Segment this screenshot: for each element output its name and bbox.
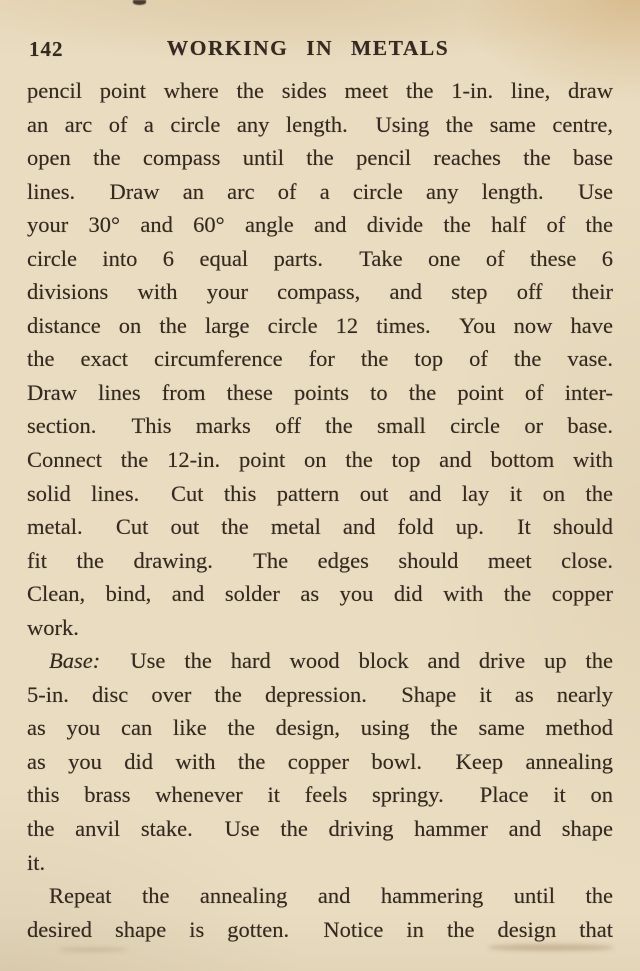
text-line: as you can like the design, using the same method [27,715,613,741]
ink-showthrough-smudge [58,947,128,952]
text-line: Base: Use the hard wood block and drive up the [49,648,613,674]
text-line: the exact circumference for the top of the vase. [27,346,613,372]
body-text [27,74,613,946]
text-line: it. [27,849,46,875]
text-line: an arc of a circle any length. Using the same centre, [27,111,613,137]
text-line: 5-in. disc over the depression. Shape it as nearly [27,681,613,707]
text-line: this brass whenever it feels springy. Place it on [27,782,613,808]
text-line: section. This marks off the small circle or base. [27,413,613,439]
text-line: Clean, bind, and solder as you did with the copper [27,581,613,607]
text-line: Repeat the annealing and hammering until the [49,883,613,909]
text-line: divisions with your compass, and step off their [27,279,613,305]
text-line: work. [27,614,79,640]
page-number: 142 [29,37,64,61]
running-title: WORKING IN METALS [166,36,450,60]
ink-speck [133,0,146,5]
text-line: fit the drawing. The edges should meet close. [27,547,613,573]
text-line: lines. Draw an arc of a circle any length. Use [27,178,613,204]
page-header [27,36,613,62]
text-line: metal. Cut out the metal and fold up. It should [27,514,613,540]
text-line: as you did with the copper bowl. Keep annealing [27,748,613,774]
text-line: Connect the 12-in. point on the top and bottom with [27,447,613,473]
italic-lead: Base: [49,648,101,674]
text-line: open the compass until the pencil reaches the base [27,145,613,171]
text-line: pencil point where the sides meet the 1-in. line, draw [27,78,613,103]
text-line: Draw lines from these points to the point of inter- [27,379,613,405]
text-line: solid lines. Cut this pattern out and lay it on the [27,480,613,506]
ink-showthrough-smudge [488,944,614,951]
text-line: distance on the large circle 12 times. You now have [27,312,613,338]
text-line: desired shape is gotten. Notice in the design that [27,916,613,942]
text-line: your 30° and 60° angle and divide the half of the [27,212,613,238]
text-line: circle into 6 equal parts. Take one of these 6 [27,245,613,271]
text-line: the anvil stake. Use the driving hammer and shape [27,816,613,842]
